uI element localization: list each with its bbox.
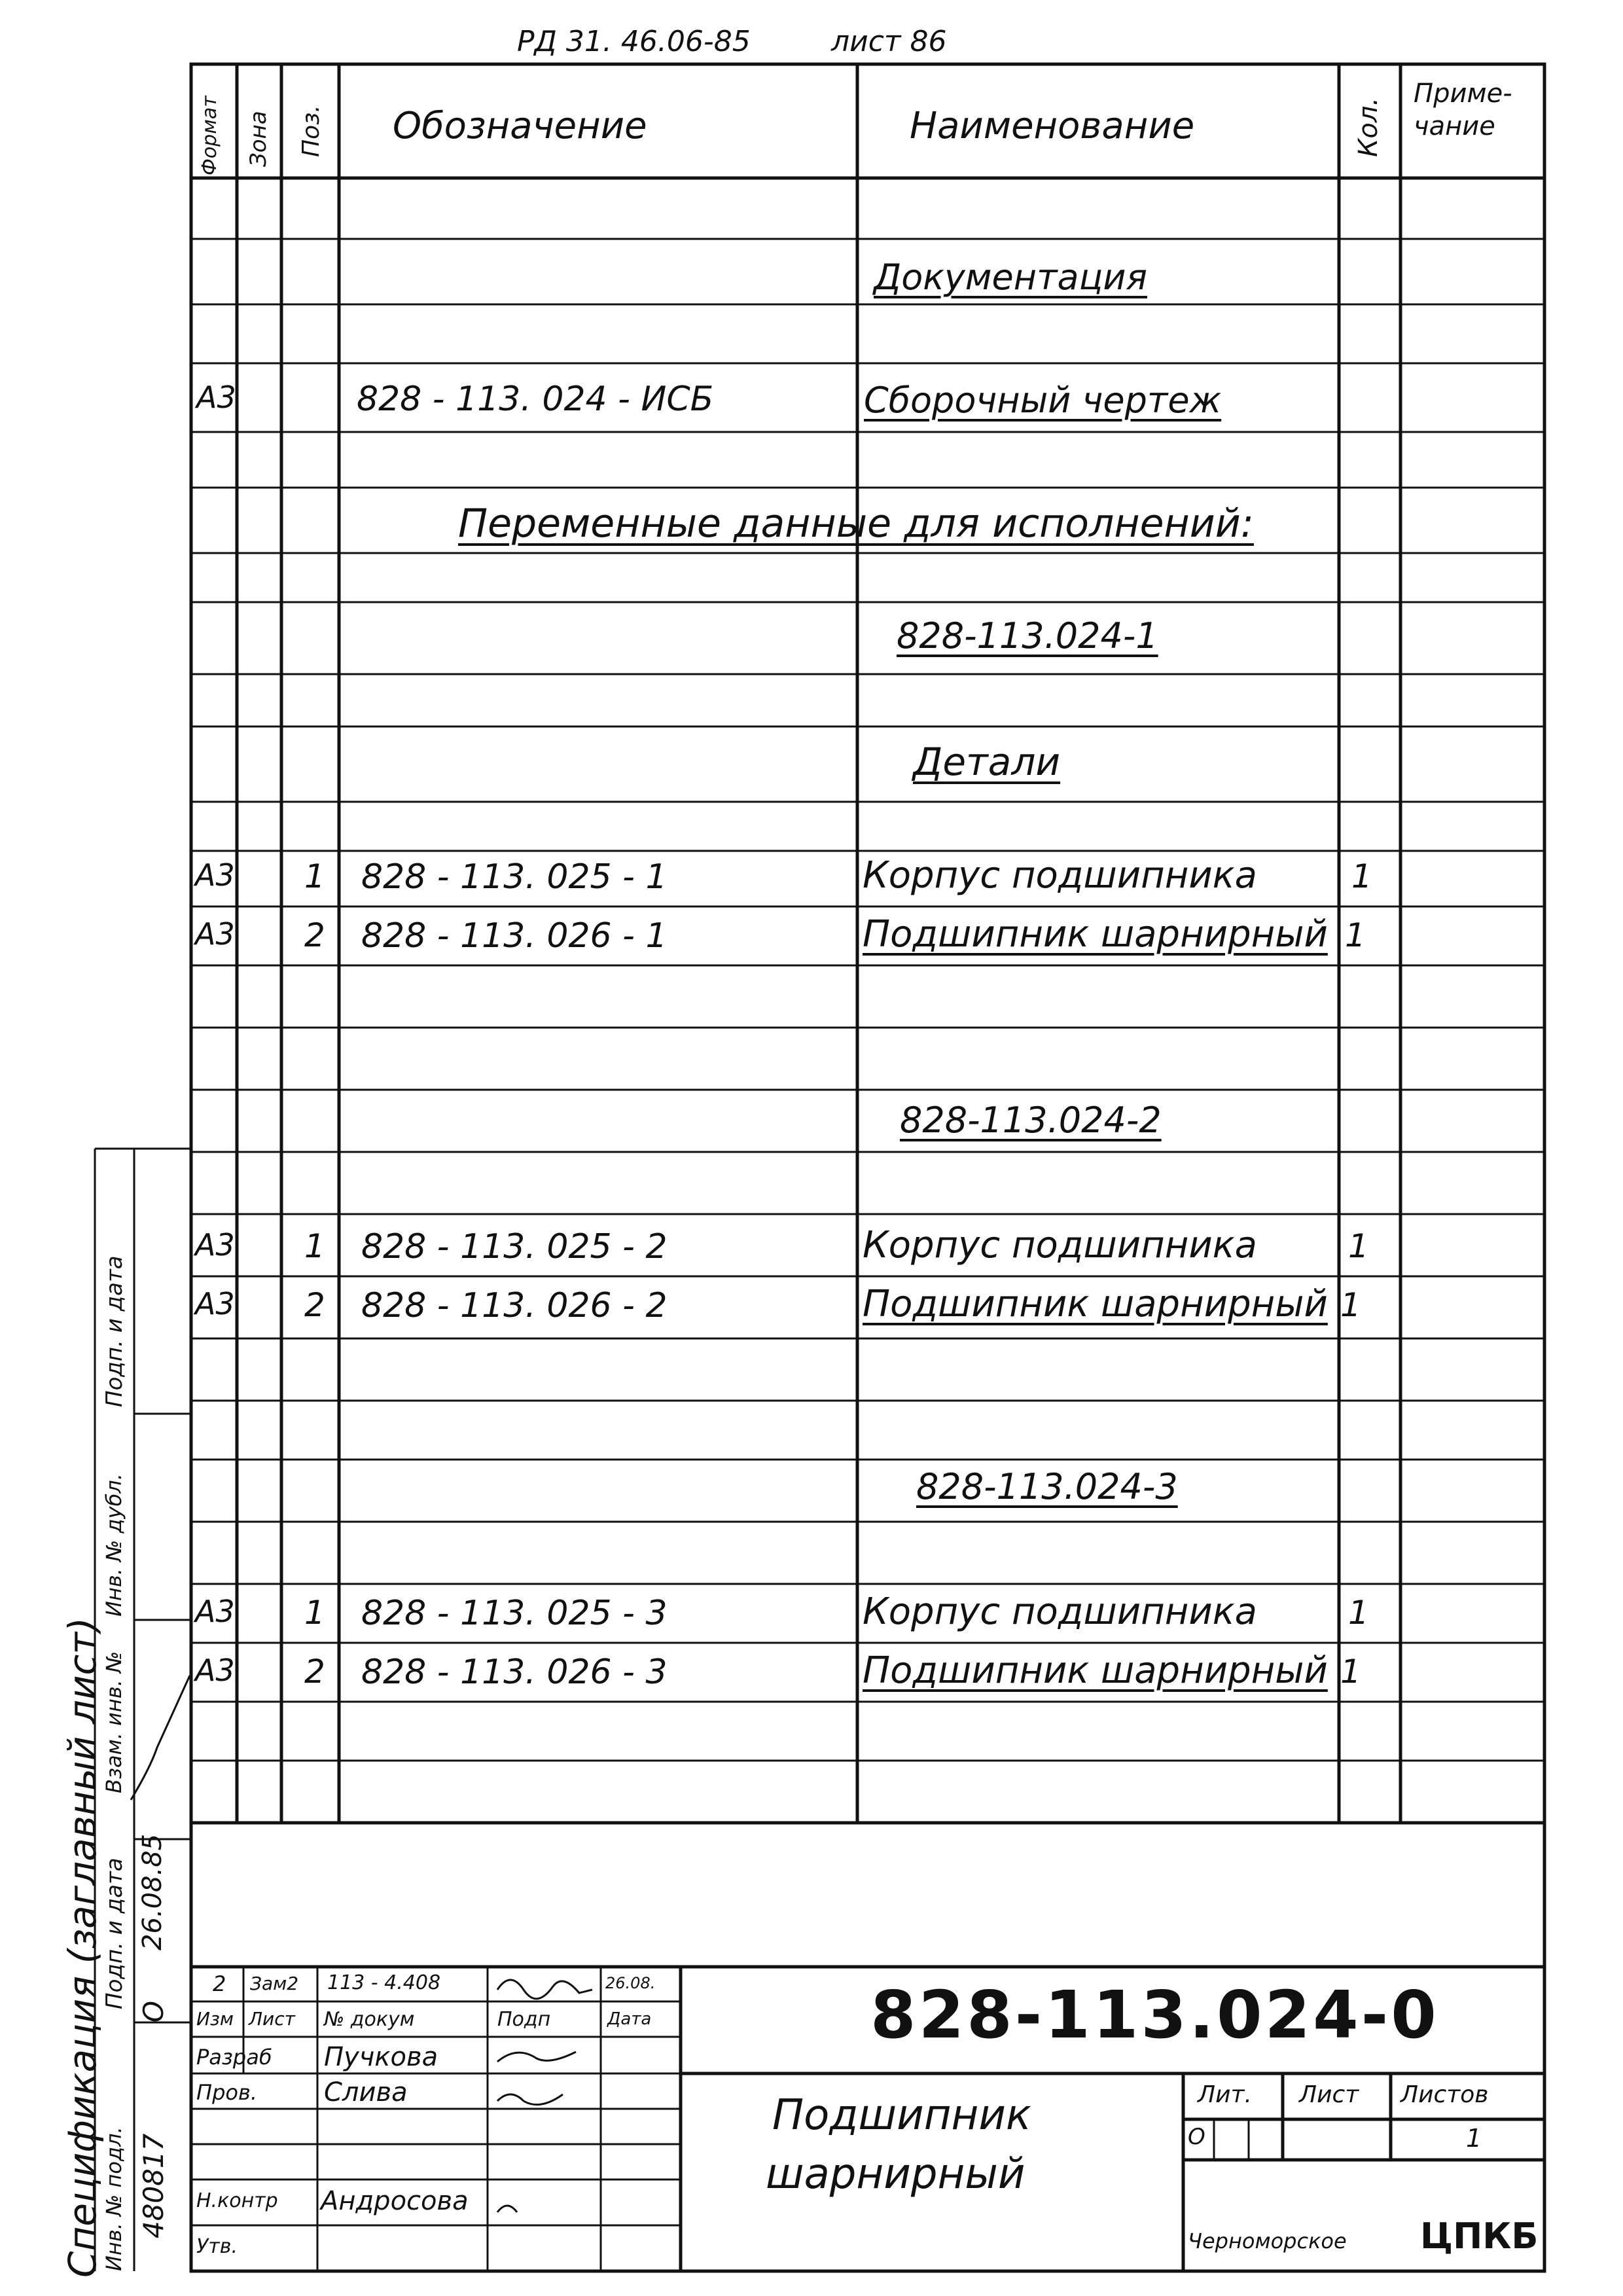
col-qty: Кол.: [1353, 97, 1383, 157]
col-zone: Зона: [245, 111, 272, 167]
col-note-2: чание: [1414, 111, 1495, 141]
col-pos: Поз.: [298, 105, 325, 157]
tb-header-list: Лист: [249, 2008, 295, 2030]
section-variant-1: 828-113.024-1: [897, 615, 1158, 656]
row-v2-2-qty: 1: [1340, 1286, 1361, 1324]
section-variant-3: 828-113.024-3: [916, 1466, 1178, 1507]
col-designation: Обозначение: [393, 105, 647, 147]
row-v1-1-name: Корпус подшипника: [863, 854, 1257, 897]
row-v2-1-qty: 1: [1348, 1227, 1369, 1265]
sidebar-sign-date-2: Подп. и дата: [101, 1255, 128, 1407]
tb-sheets-value: 1: [1466, 2124, 1482, 2153]
tb-role-appr: Утв.: [196, 2235, 238, 2258]
tb-role-dev: Разраб: [196, 2045, 272, 2070]
tb-name-check: Слива: [324, 2077, 408, 2108]
row-v1-2-qty: 1: [1345, 916, 1366, 954]
tb-sheets-label: Листов: [1400, 2081, 1489, 2108]
row-v2-1-format: А3: [195, 1227, 235, 1263]
rev-doc: 113 - 4.408: [327, 1971, 441, 1994]
row-v1-2-format: А3: [195, 916, 235, 952]
row-v3-2-qty: 1: [1340, 1653, 1361, 1691]
row-v2-2-format: А3: [195, 1286, 235, 1321]
row-v1-2-pos: 2: [304, 916, 325, 954]
sidebar-spec-title: Спецификация (заглавный лист): [60, 1617, 105, 2278]
col-note-1: Приме-: [1414, 79, 1512, 109]
row-v2-2-designation: 828 - 113. 026 - 2: [361, 1286, 668, 1325]
col-format: Формат: [198, 96, 221, 175]
signature-marks: [131, 1676, 592, 2212]
row-v1-2-name: Подшипник шарнирный: [863, 913, 1328, 956]
tb-org-small: Черноморское: [1188, 2229, 1347, 2253]
row-v1-2-designation: 828 - 113. 026 - 1: [361, 916, 668, 956]
row-v1-1-qty: 1: [1351, 857, 1372, 895]
section-variant-2: 828-113.024-2: [900, 1100, 1162, 1141]
row-v3-2-pos: 2: [304, 1653, 325, 1691]
row-v2-1-name: Корпус подшипника: [863, 1224, 1257, 1266]
sidebar-letter-value: О: [137, 2000, 169, 2022]
tb-org-big: ЦПКБ: [1420, 2215, 1539, 2257]
row-doc-name: Сборочный чертеж: [864, 380, 1222, 421]
title-product-name-2: шарнирный: [766, 2150, 1026, 2198]
section-variable-data: Переменные данные для исполнений:: [458, 501, 1254, 547]
row-v2-2-pos: 2: [304, 1286, 325, 1324]
row-v3-1-pos: 1: [304, 1594, 325, 1632]
row-v1-1-designation: 828 - 113. 025 - 1: [361, 857, 668, 897]
tb-lit-label: Лит.: [1198, 2081, 1252, 2108]
tb-header-izm: Изм: [196, 2008, 234, 2030]
row-v1-1-format: А3: [195, 857, 235, 893]
row-v2-1-designation: 828 - 113. 025 - 2: [361, 1227, 668, 1266]
tb-header-ndoc: № докум: [324, 2008, 415, 2031]
tb-role-norm: Н.контр: [196, 2189, 278, 2212]
rev-qty: 2: [213, 1971, 226, 1996]
doc-code: РД 31. 46.06-85: [517, 25, 751, 58]
row-v3-2-designation: 828 - 113. 026 - 3: [361, 1653, 668, 1692]
rev-change: Зам2: [250, 1973, 299, 1994]
row-v2-2-name: Подшипник шарнирный: [863, 1283, 1328, 1325]
tb-name-norm: Андросова: [321, 2186, 469, 2216]
tb-role-check: Пров.: [196, 2080, 257, 2105]
row-v3-1-qty: 1: [1348, 1594, 1369, 1632]
tb-lit-value: О: [1188, 2124, 1205, 2150]
sidebar-sign-date: Подп. и дата: [101, 1857, 128, 2009]
row-doc-designation: 828 - 113. 024 - ИСБ: [357, 380, 714, 419]
row-v3-1-designation: 828 - 113. 025 - 3: [361, 1594, 668, 1633]
tb-name-dev: Пучкова: [324, 2042, 438, 2072]
row-v3-1-format: А3: [195, 1594, 235, 1629]
sidebar-date-value: 26.08.85: [137, 1833, 168, 1950]
row-v2-1-pos: 1: [304, 1227, 325, 1265]
sidebar-inv-orig: Инв. № подл.: [101, 2126, 126, 2271]
row-v3-2-name: Подшипник шарнирный: [863, 1649, 1328, 1692]
sidebar-replace-inv: Взам. инв. №: [101, 1651, 126, 1793]
sidebar-inv-value: 480817: [137, 2133, 169, 2238]
row-doc-format: А3: [196, 380, 236, 415]
rev-date: 26.08.: [605, 1974, 656, 1992]
section-documentation: Документация: [874, 257, 1147, 298]
title-doc-number: 828-113.024-0: [870, 1977, 1439, 2053]
col-name: Наименование: [910, 105, 1195, 147]
row-v3-2-format: А3: [195, 1653, 235, 1688]
row-v3-1-name: Корпус подшипника: [863, 1590, 1257, 1633]
section-details: Детали: [913, 740, 1061, 784]
title-product-name-1: Подшипник: [772, 2091, 1031, 2140]
tb-sheet-label: Лист: [1299, 2081, 1359, 2108]
row-v1-1-pos: 1: [304, 857, 325, 895]
tb-header-podp: Подп: [497, 2008, 551, 2031]
tb-header-data: Дата: [607, 2009, 652, 2029]
sidebar-dup-inv: Инв. № дубл.: [101, 1473, 126, 1617]
sheet-number: лист 86: [831, 25, 947, 58]
